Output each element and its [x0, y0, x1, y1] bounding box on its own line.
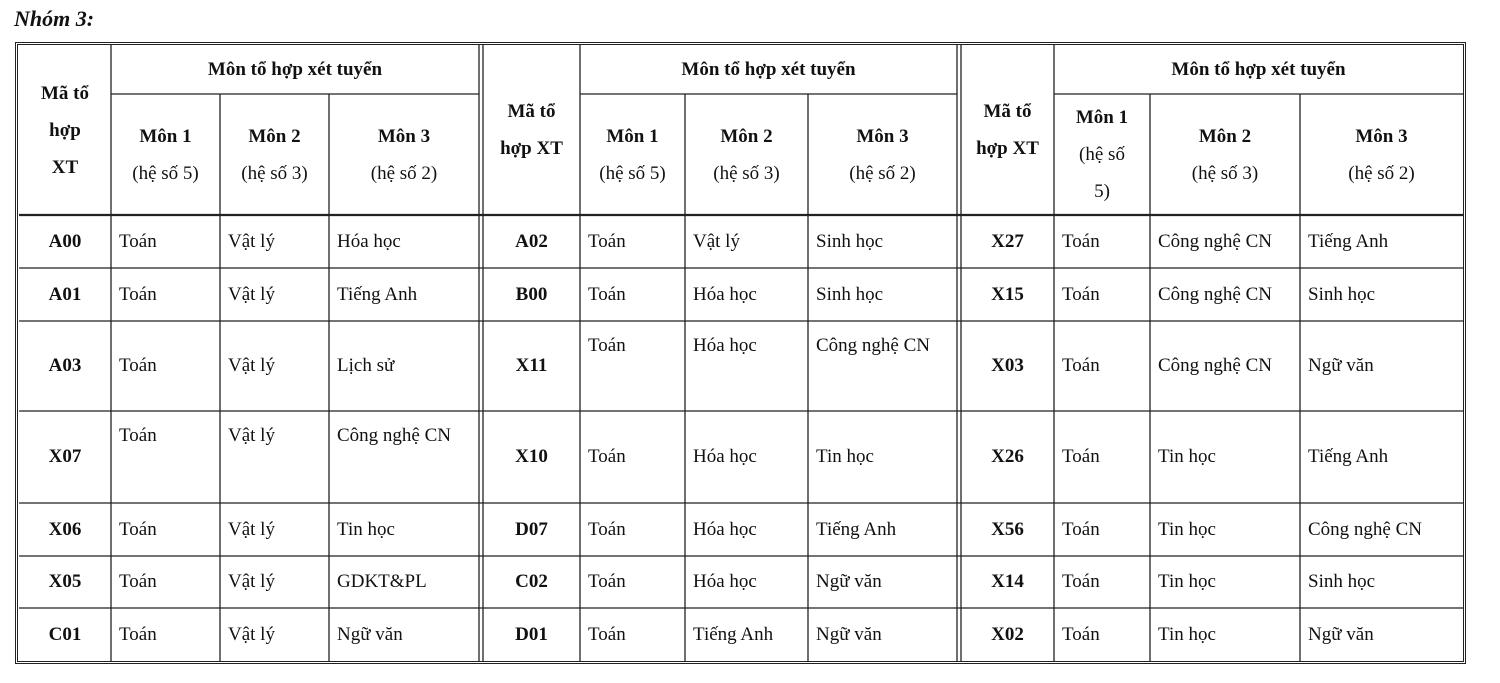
group-header	[111, 45, 479, 94]
mon1-header-line: Môn 1	[139, 125, 192, 147]
mon2-header	[220, 94, 329, 215]
mon3-header-line: Môn 3	[856, 125, 909, 147]
subject-cell-3: Tiếng Anh	[1308, 446, 1389, 467]
code-header-line: Mã tổ	[983, 101, 1032, 122]
subject-cell-1: Toán	[119, 571, 157, 592]
subject-cell-1: Toán	[588, 623, 626, 645]
group-header-line: Môn tổ hợp xét tuyển	[207, 59, 383, 80]
combo-code: A01	[48, 283, 82, 305]
subject-cell-2: Hóa học	[693, 571, 757, 592]
subject-cell-3: Ngữ văn	[337, 623, 403, 645]
subject-cell-2: Vật lý	[228, 571, 275, 592]
subject-cell-2: Hóa học	[693, 518, 757, 540]
subject-cell-2: Hóa học	[693, 335, 757, 356]
group-header-line: Môn tổ hợp xét tuyển	[681, 59, 856, 80]
subject-cell-1: Toán	[119, 623, 157, 645]
subject-cell-3: Hóa học	[337, 230, 401, 252]
subject-cell-2: Vật lý	[228, 230, 275, 252]
subject-cell-1: Toán	[588, 335, 626, 356]
subject-cell-3: Sinh học	[816, 230, 884, 252]
subject-cell-2: Công nghệ CN	[1158, 283, 1272, 305]
combo-code: X05	[48, 571, 82, 592]
subject-cell-3: Ngữ văn	[816, 623, 882, 645]
mon1-header-line: (hệ số 5)	[599, 162, 666, 184]
combo-code: A00	[48, 230, 82, 252]
mon1-header	[111, 94, 220, 215]
code-header-line: hợp	[49, 119, 81, 141]
mon3-header-line: Môn 3	[377, 125, 431, 147]
subject-cell-3: Ngữ văn	[1308, 355, 1374, 376]
subject-cell-2: Tiếng Anh	[693, 623, 774, 645]
combo-code: X03	[991, 355, 1024, 376]
subject-cell-3: Công nghệ CN	[337, 425, 451, 446]
subject-cell-2: Vật lý	[228, 518, 275, 540]
subject-cell-2: Tin học	[1158, 571, 1216, 592]
subject-cell-1: Toán	[119, 518, 157, 540]
subject-cell-2: Công nghệ CN	[1158, 355, 1272, 376]
mon1-header-line: Môn 1	[1075, 107, 1129, 128]
mon1-header	[1054, 94, 1150, 215]
code-header-line: hợp XT	[976, 138, 1039, 159]
subject-cell-3: GDKT&PL	[337, 571, 427, 592]
subject-cell-3: Sinh học	[1308, 283, 1376, 305]
combo-code: X02	[991, 623, 1024, 645]
mon2-header-line: (hệ số 3)	[713, 162, 780, 184]
mon1-header-line: (hệ số	[1079, 144, 1125, 165]
group-header	[1054, 45, 1463, 94]
subject-cell-3: Tin học	[337, 518, 395, 540]
subject-cell-1: Toán	[1062, 623, 1100, 645]
mon2-header	[685, 94, 808, 215]
combo-code: X10	[515, 446, 548, 467]
subject-cell-2: Hóa học	[693, 283, 757, 305]
mon2-header-line: Môn 2	[248, 125, 301, 147]
subject-cell-2: Công nghệ CN	[1158, 230, 1272, 252]
subject-cell-2: Vật lý	[228, 425, 275, 446]
subject-cell-1: Toán	[588, 230, 626, 252]
subject-cell-3: Lịch sử	[337, 355, 395, 376]
combo-code: X15	[991, 283, 1024, 305]
mon3-header	[1300, 94, 1463, 215]
mon3-header-line: (hệ số 2)	[370, 162, 438, 184]
mon2-header-line: Môn 2	[720, 125, 773, 147]
subject-cell-1: Toán	[588, 518, 626, 540]
subject-cell-3: Tiếng Anh	[816, 518, 897, 540]
subject-cell-2: Vật lý	[693, 230, 740, 252]
subject-cell-3: Sinh học	[1308, 571, 1376, 592]
group-heading: Nhóm 3:	[14, 6, 95, 31]
subject-cell-1: Toán	[1062, 571, 1100, 592]
subject-cell-3: Ngữ văn	[816, 571, 882, 592]
combo-code: X06	[48, 518, 82, 540]
subject-cell-1: Toán	[119, 283, 157, 305]
mon1-header-line: (hệ số 5)	[132, 162, 199, 184]
combo-code: X56	[991, 518, 1024, 540]
combo-code: X11	[515, 355, 548, 376]
subject-cell-2: Tin học	[1158, 518, 1216, 540]
combo-code: X07	[48, 446, 82, 467]
code-header-line: Mã tổ	[507, 101, 556, 122]
subject-cell-3: Tiếng Anh	[1308, 230, 1389, 252]
code-header	[961, 45, 1054, 215]
subject-cell-3: Công nghệ CN	[1308, 518, 1422, 540]
combo-code: X26	[991, 446, 1024, 467]
code-header	[19, 45, 111, 215]
code-header-line: XT	[51, 156, 79, 178]
subject-cell-1: Toán	[588, 571, 626, 592]
combo-code: X27	[991, 230, 1024, 252]
combo-code: D07	[515, 518, 548, 540]
subject-cell-2: Tin học	[1158, 623, 1216, 645]
mon2-header-line: Môn 2	[1198, 125, 1252, 147]
combo-code: B00	[515, 283, 548, 305]
combo-code: A02	[515, 230, 548, 252]
subject-cell-2: Hóa học	[693, 446, 757, 467]
subject-cell-3: Sinh học	[816, 283, 884, 305]
code-header	[483, 45, 580, 215]
subject-cell-1: Toán	[1062, 283, 1100, 305]
mon3-header	[329, 94, 479, 215]
subject-cell-1: Toán	[1062, 230, 1100, 252]
subject-cell-2: Vật lý	[228, 355, 275, 376]
subject-cell-3: Ngữ văn	[1308, 623, 1374, 645]
combo-code: C01	[48, 623, 82, 645]
subject-cell-1: Toán	[119, 425, 157, 446]
mon3-header-line: (hệ số 2)	[849, 162, 916, 184]
subject-cell-3: Tiếng Anh	[337, 283, 418, 305]
group-header-line: Môn tổ hợp xét tuyển	[1171, 59, 1346, 80]
mon3-header-line: Môn 3	[1355, 125, 1408, 147]
code-header-line: Mã tổ	[40, 82, 89, 104]
combo-code: C02	[515, 571, 548, 592]
subject-cell-1: Toán	[1062, 355, 1100, 376]
mon2-header-line: (hệ số 3)	[241, 162, 308, 184]
combo-code: D01	[515, 623, 548, 645]
code-header-line: hợp XT	[500, 138, 563, 159]
subject-cell-1: Toán	[119, 230, 157, 252]
subject-cell-2: Vật lý	[228, 623, 275, 645]
combo-code: X14	[991, 571, 1024, 592]
mon2-header	[1150, 94, 1300, 215]
subject-cell-1: Toán	[588, 446, 626, 467]
subject-cell-1: Toán	[1062, 446, 1100, 467]
mon1-header	[580, 94, 685, 215]
mon3-header-line: (hệ số 2)	[1348, 162, 1415, 184]
subject-cell-3: Công nghệ CN	[816, 335, 930, 356]
group-header	[580, 45, 957, 94]
subject-cell-1: Toán	[119, 355, 157, 376]
subject-cell-2: Vật lý	[228, 283, 275, 305]
mon1-header-line: 5)	[1094, 181, 1110, 202]
subject-cell-1: Toán	[588, 283, 626, 305]
mon1-header-line: Môn 1	[606, 125, 659, 147]
subject-cell-3: Tin học	[816, 446, 874, 467]
mon3-header	[808, 94, 957, 215]
subject-cell-2: Tin học	[1158, 446, 1216, 467]
mon2-header-line: (hệ số 3)	[1191, 162, 1259, 184]
subject-cell-1: Toán	[1062, 518, 1100, 540]
combo-code: A03	[48, 355, 82, 376]
